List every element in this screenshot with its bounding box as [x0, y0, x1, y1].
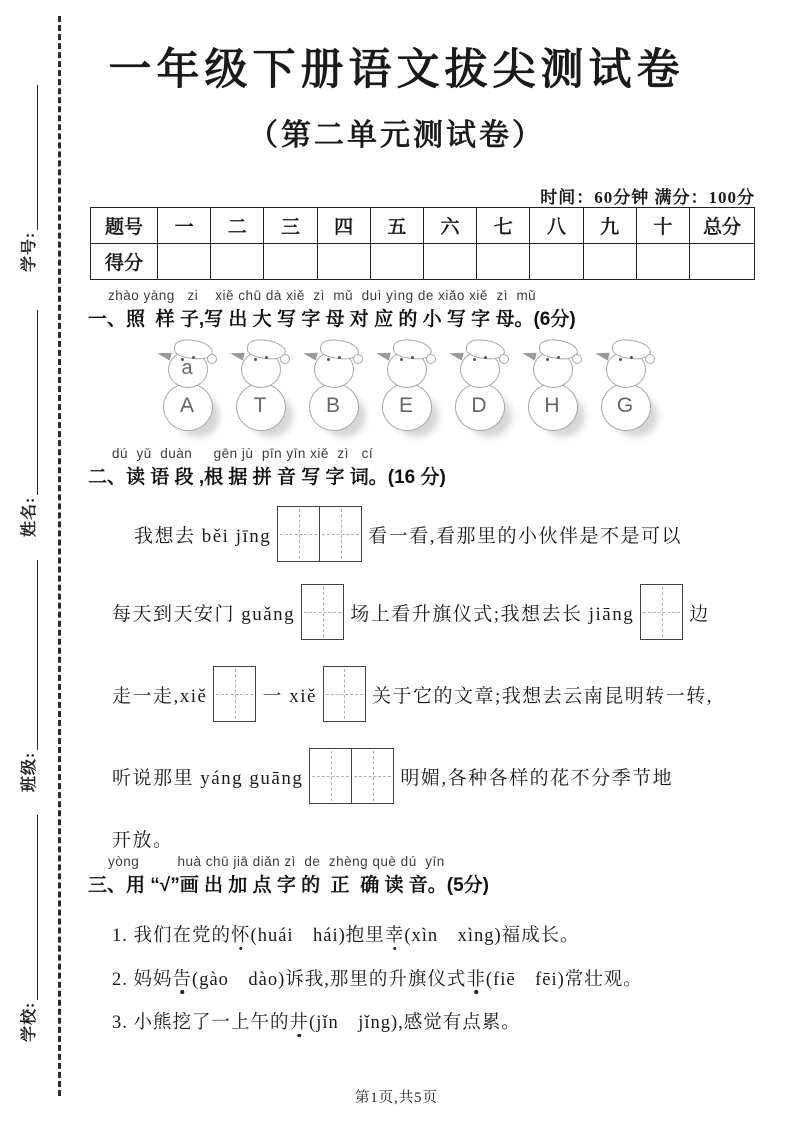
school-blank-line[interactable]	[20, 815, 38, 1000]
class-blank-line[interactable]	[20, 560, 38, 750]
writing-cell[interactable]	[214, 667, 255, 721]
snowman-2	[231, 338, 291, 438]
writing-box[interactable]	[640, 584, 683, 640]
dotted-character: 怀	[231, 926, 251, 946]
snowman-head-letter	[533, 351, 571, 386]
school-label: 学校:	[21, 1001, 38, 1042]
pronunciation-questions	[112, 922, 760, 1053]
snowman-body-letter: E	[398, 394, 413, 417]
writing-box[interactable]	[301, 584, 344, 640]
dotted-character: 告	[172, 969, 193, 990]
snowman-body-letter: T	[253, 394, 267, 417]
section2-heading: 二、读 语 段 ,根 据 拼 音 写 字 词。(16 分)	[88, 467, 446, 488]
score-cell-empty[interactable]	[690, 244, 755, 280]
paragraph-text: 看一看,看那里的小伙伴是不是可以	[368, 525, 683, 547]
question-text: (fiē fēi)常壮观。	[485, 969, 643, 990]
paragraph-line-1	[112, 496, 764, 572]
student-name-field	[20, 310, 40, 537]
paragraph-text: 明媚,各种各样的花不分季节地	[400, 767, 674, 789]
section3-pinyin: yòng huà chū jiā diǎn zì de zhèng què dú yīn	[108, 854, 445, 869]
snowman-hat-ball-icon	[572, 354, 582, 364]
snowman-head-letter	[460, 351, 498, 386]
student-id-label: 学号:	[21, 231, 38, 272]
score-table-column-header: 八	[530, 208, 583, 244]
score-cell-empty[interactable]	[423, 244, 476, 280]
snowman-head-letter	[387, 351, 425, 386]
snowman-body-letter: D	[471, 394, 487, 417]
paragraph-text: 场上看升旗仪式;我想去长 jiāng	[350, 603, 635, 625]
school-field	[20, 815, 40, 1042]
guide-line	[299, 509, 300, 559]
writing-cell[interactable]	[319, 507, 361, 561]
guide-line	[331, 751, 332, 801]
snowman-body-letter: B	[325, 394, 340, 417]
snowman-head-letter	[314, 351, 352, 386]
score-table-column-header: 一	[158, 208, 211, 244]
score-cell-empty[interactable]	[264, 244, 317, 280]
paragraph-text: 走一走,xiě	[112, 685, 208, 707]
score-cell-empty[interactable]	[158, 244, 211, 280]
question-text: (jǐn jǐng),感觉有点累。	[309, 1013, 521, 1034]
score-table-column-header: 四	[317, 208, 370, 244]
question-item-3	[112, 1009, 760, 1039]
dotted-character: 幸	[384, 926, 405, 946]
section1-heading: 一、照 样 子,写 出 大 写 字 母 对 应 的 小 写 字 母。(6分)	[88, 309, 576, 330]
paragraph-line-3	[112, 652, 764, 736]
score-table-column-header: 九	[583, 208, 636, 244]
score-table-column-header: 五	[370, 208, 423, 244]
question-text: (huái hái)抱里	[250, 926, 385, 946]
guide-line	[323, 587, 324, 637]
score-table-column-header: 三	[264, 208, 317, 244]
snowman-head-letter: a	[181, 357, 193, 379]
snowman-hat-ball-icon	[280, 354, 290, 364]
section2-pinyin: dú yǔ duàn gēn jù pīn yīn xiě zì cí	[112, 446, 374, 461]
guide-line	[235, 669, 236, 719]
snowman-body-letter: G	[616, 394, 634, 417]
snowman-body-letter: H	[544, 394, 560, 417]
page-number: 第1页,共5页	[354, 1090, 439, 1106]
paragraph-text: 开放。	[112, 829, 174, 851]
question-text: 1. 我们在党的	[112, 926, 232, 946]
snowman-hat-ball-icon	[426, 354, 436, 364]
fill-in-paragraph	[112, 496, 764, 860]
question-text: 2. 妈妈	[112, 969, 173, 990]
score-cell-empty[interactable]	[317, 244, 370, 280]
snowman-head-letter	[241, 351, 279, 386]
dotted-character: 井	[289, 1013, 310, 1034]
question-text: 3. 小熊挖了一上午的	[112, 1013, 290, 1034]
snowman-hat-ball-icon	[499, 354, 509, 364]
snowman-6	[523, 338, 583, 438]
section3-heading: 三、用 “√”画 出 加 点 字 的 正 确 读 音。(5分)	[88, 875, 489, 896]
class-field	[20, 560, 40, 792]
score-cell-empty[interactable]	[370, 244, 423, 280]
score-cell-empty[interactable]	[530, 244, 583, 280]
snowman-head-letter	[606, 351, 644, 386]
writing-box[interactable]	[213, 666, 256, 722]
guide-line	[341, 509, 342, 559]
writing-cell[interactable]	[302, 585, 343, 639]
snowman-5	[450, 338, 510, 438]
score-table-column-header: 总分	[690, 208, 755, 244]
snowman-1	[158, 338, 218, 438]
snowman-3	[304, 338, 364, 438]
paragraph-text: 关于它的文章;我想去云南昆明转一转,	[371, 685, 713, 707]
writing-box[interactable]	[309, 748, 394, 804]
snowman-4	[377, 338, 437, 438]
paragraph-text: 边	[689, 603, 710, 625]
score-table-column-header: 十	[636, 208, 689, 244]
question-item-1	[112, 922, 760, 952]
score-cell-empty[interactable]	[211, 244, 264, 280]
writing-box[interactable]	[277, 506, 362, 562]
dotted-character: 非	[466, 969, 486, 990]
snowmen-answer-row	[158, 338, 656, 438]
binding-dashed-line	[58, 16, 61, 1096]
guide-line	[373, 751, 374, 801]
paragraph-text: 听说那里 yáng guāng	[112, 767, 304, 789]
writing-cell[interactable]	[324, 667, 365, 721]
score-table	[90, 207, 755, 280]
question-text: (xìn xìng)福成长。	[404, 926, 580, 946]
class-label: 班级:	[21, 751, 38, 792]
student-name-blank-line[interactable]	[20, 310, 38, 495]
snowman-hat-ball-icon	[353, 354, 363, 364]
question-item-2	[112, 966, 760, 996]
score-table-corner: 题号	[91, 208, 158, 244]
paragraph-line-4	[112, 736, 764, 816]
score-cell-empty[interactable]	[583, 244, 636, 280]
score-cell-empty[interactable]	[636, 244, 689, 280]
writing-cell[interactable]	[351, 749, 393, 803]
score-table-column-header: 二	[211, 208, 264, 244]
page-subtitle: （第二单元测试卷）	[248, 119, 545, 152]
writing-cell[interactable]	[641, 585, 682, 639]
score-table-column-header: 六	[423, 208, 476, 244]
paragraph-text: 每天到天安门 guǎng	[112, 603, 296, 625]
guide-line	[344, 669, 345, 719]
section1-pinyin: zhào yàng zi xiě chū dà xiě zì mǔ duì yìng de xiǎo xiě zì mǔ	[108, 288, 537, 303]
student-name-label: 姓名:	[21, 496, 38, 537]
time-and-score-info: 时间：60分钟 满分：100分	[540, 188, 755, 207]
paragraph-text: 我想去 běi jīng	[134, 525, 272, 547]
paragraph-text: 一 xiě	[262, 685, 317, 707]
writing-cell[interactable]	[310, 749, 351, 803]
question-text: (gào dào)诉我,那里的升旗仪式	[192, 969, 467, 990]
snowman-7	[596, 338, 656, 438]
student-id-blank-line[interactable]	[20, 85, 38, 230]
snowman-hat-ball-icon	[207, 354, 217, 364]
paragraph-line-2	[112, 572, 764, 652]
score-cell-empty[interactable]	[477, 244, 530, 280]
page-title: 一年级下册语文拔尖测试卷	[108, 47, 685, 94]
writing-cell[interactable]	[278, 507, 319, 561]
score-row-label: 得分	[91, 244, 158, 280]
score-table-column-header: 七	[477, 208, 530, 244]
snowman-hat-ball-icon	[645, 354, 655, 364]
guide-line	[662, 587, 663, 637]
writing-box[interactable]	[323, 666, 366, 722]
snowman-body-letter: A	[179, 394, 194, 417]
